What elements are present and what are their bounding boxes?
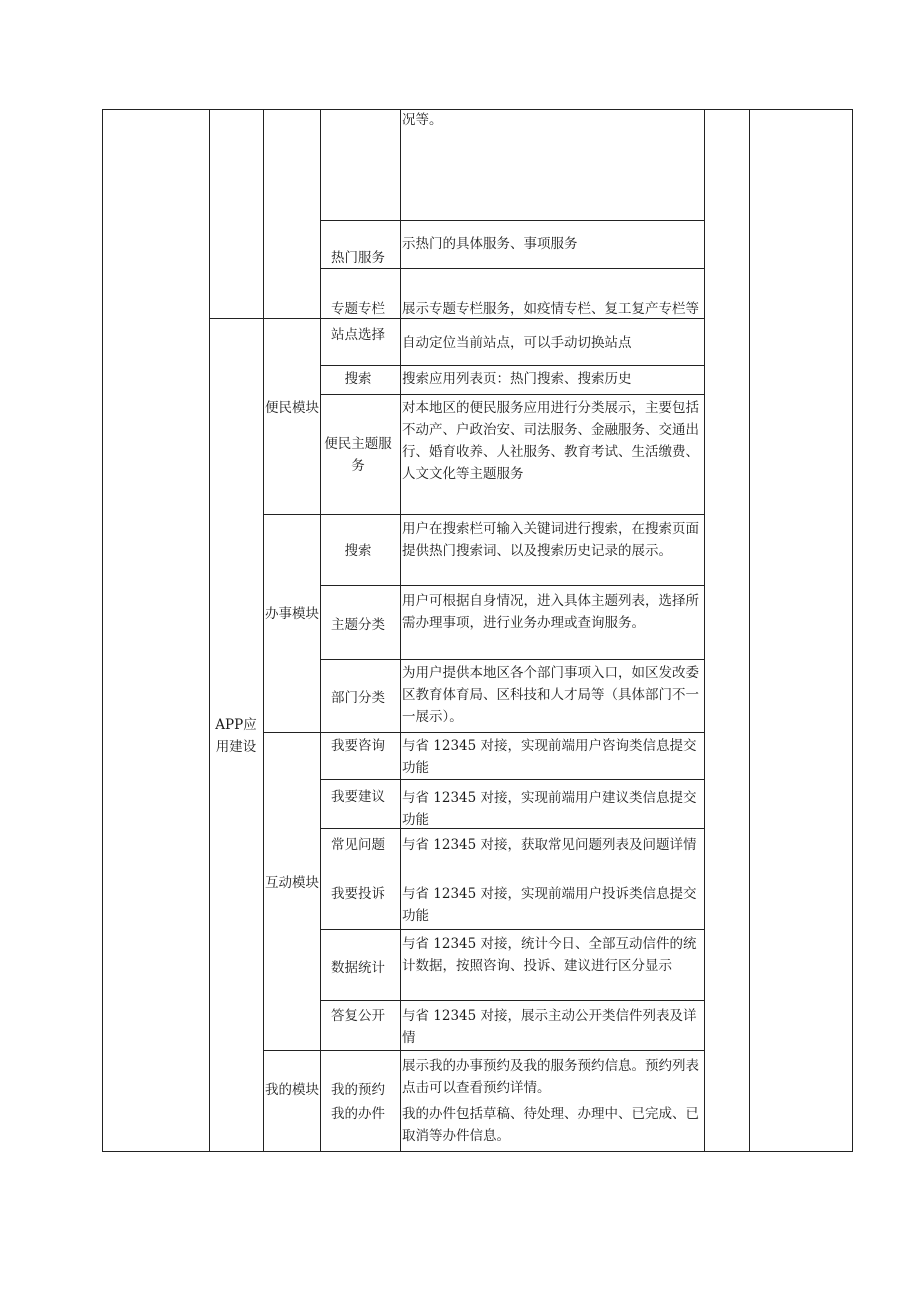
row-divider [320, 659, 705, 660]
function-cell: 我要投诉 [331, 886, 385, 902]
column-divider [320, 109, 321, 1152]
category-label: APP应用建设 [215, 717, 257, 755]
description-cell: 与省 12345 对接，展示主动公开类信件列表及详情 [402, 1008, 697, 1046]
module-label: 我的模块 [265, 1082, 319, 1098]
column-divider [209, 109, 210, 1152]
row-divider [320, 585, 705, 586]
function-cell: 站点选择 [331, 327, 385, 343]
row-divider [320, 394, 705, 395]
module-label: 互动模块 [265, 875, 319, 891]
description-cell: 与省 12345 对接，实现前端用户建议类信息提交功能 [402, 790, 697, 828]
function-cell: 专题专栏 [331, 301, 385, 317]
description-cell: 用户可根据自身情况，进入具体主题列表，选择所需办理事项，进行业务办理或查询服务。 [402, 593, 699, 631]
column-divider [704, 109, 705, 1152]
description-cell: 与省 12345 对接，统计今日、全部互动信件的统计数据，按照咨询、投诉、建议进行区分显示 [402, 936, 697, 974]
function-cell: 主题分类 [331, 617, 385, 633]
section-divider [263, 732, 705, 733]
description-cell: 示热门的具体服务、事项服务 [402, 236, 578, 252]
function-cell: 搜索 [344, 371, 372, 387]
description-cell: 我的办件包括草稿、待处理、办理中、已完成、已取消等办件信息。 [402, 1106, 699, 1144]
description-cell: 用户在搜索栏可输入关键词进行搜索，在搜索页面提供热门搜索词、以及搜索历史记录的展示。 [402, 521, 699, 559]
table-bottom-border [102, 1151, 853, 1152]
function-cell: 答复公开 [331, 1008, 385, 1024]
description-cell: 况等。 [402, 112, 443, 128]
section-divider [263, 514, 705, 515]
description-cell: 与省 12345 对接，获取常见问题列表及问题详情 [402, 837, 697, 853]
function-cell: 我要建议 [331, 789, 385, 805]
row-divider [320, 220, 705, 221]
column-divider [400, 109, 401, 1152]
function-cell: 数据统计 [331, 960, 385, 976]
description-cell: 自动定位当前站点，可以手动切换站点 [402, 335, 632, 351]
function-cell: 我要咨询 [331, 738, 385, 754]
column-divider [749, 109, 750, 1152]
description-cell: 与省 12345 对接，实现前端用户投诉类信息提交功能 [402, 886, 697, 924]
description-cell: 为用户提供本地区各个部门事项入口，如区发改委区教育体育局、区科技和人才局等（具体部门不一一展示）。 [402, 665, 699, 725]
module-label: 便民模块 [265, 400, 319, 416]
module-label: 办事模块 [265, 606, 319, 622]
function-cell: 热门服务 [331, 250, 385, 266]
function-cell: 部门分类 [331, 690, 385, 706]
table-right-border [852, 109, 853, 1152]
function-cell: 我的预约 [331, 1082, 385, 1098]
row-divider [320, 929, 705, 930]
function-cell: 常见问题 [331, 837, 385, 853]
description-cell: 与省 12345 对接，实现前端用户咨询类信息提交功能 [402, 738, 697, 776]
row-divider [320, 365, 705, 366]
function-cell: 便民主题服务 [324, 436, 392, 474]
description-cell: 展示我的办事预约及我的服务预约信息。预约列表点击可以查看预约详情。 [402, 1058, 699, 1096]
column-divider [263, 109, 264, 1152]
function-cell: 搜索 [344, 543, 372, 559]
section-divider [263, 1050, 705, 1051]
row-divider [320, 1000, 705, 1001]
description-cell: 对本地区的便民服务应用进行分类展示，主要包括不动产、户政治安、司法服务、金融服务、交通出行、婚育收养、人社服务、教育考试、生活缴费、人文文化等主题服务 [402, 400, 699, 482]
table-left-border [102, 109, 103, 1152]
row-divider [320, 779, 705, 780]
description-cell: 展示专题专栏服务，如疫情专栏、复工复产专栏等 [402, 301, 699, 317]
description-cell: 搜索应用列表页：热门搜索、搜索历史 [402, 371, 632, 387]
function-cell: 我的办件 [331, 1106, 385, 1122]
